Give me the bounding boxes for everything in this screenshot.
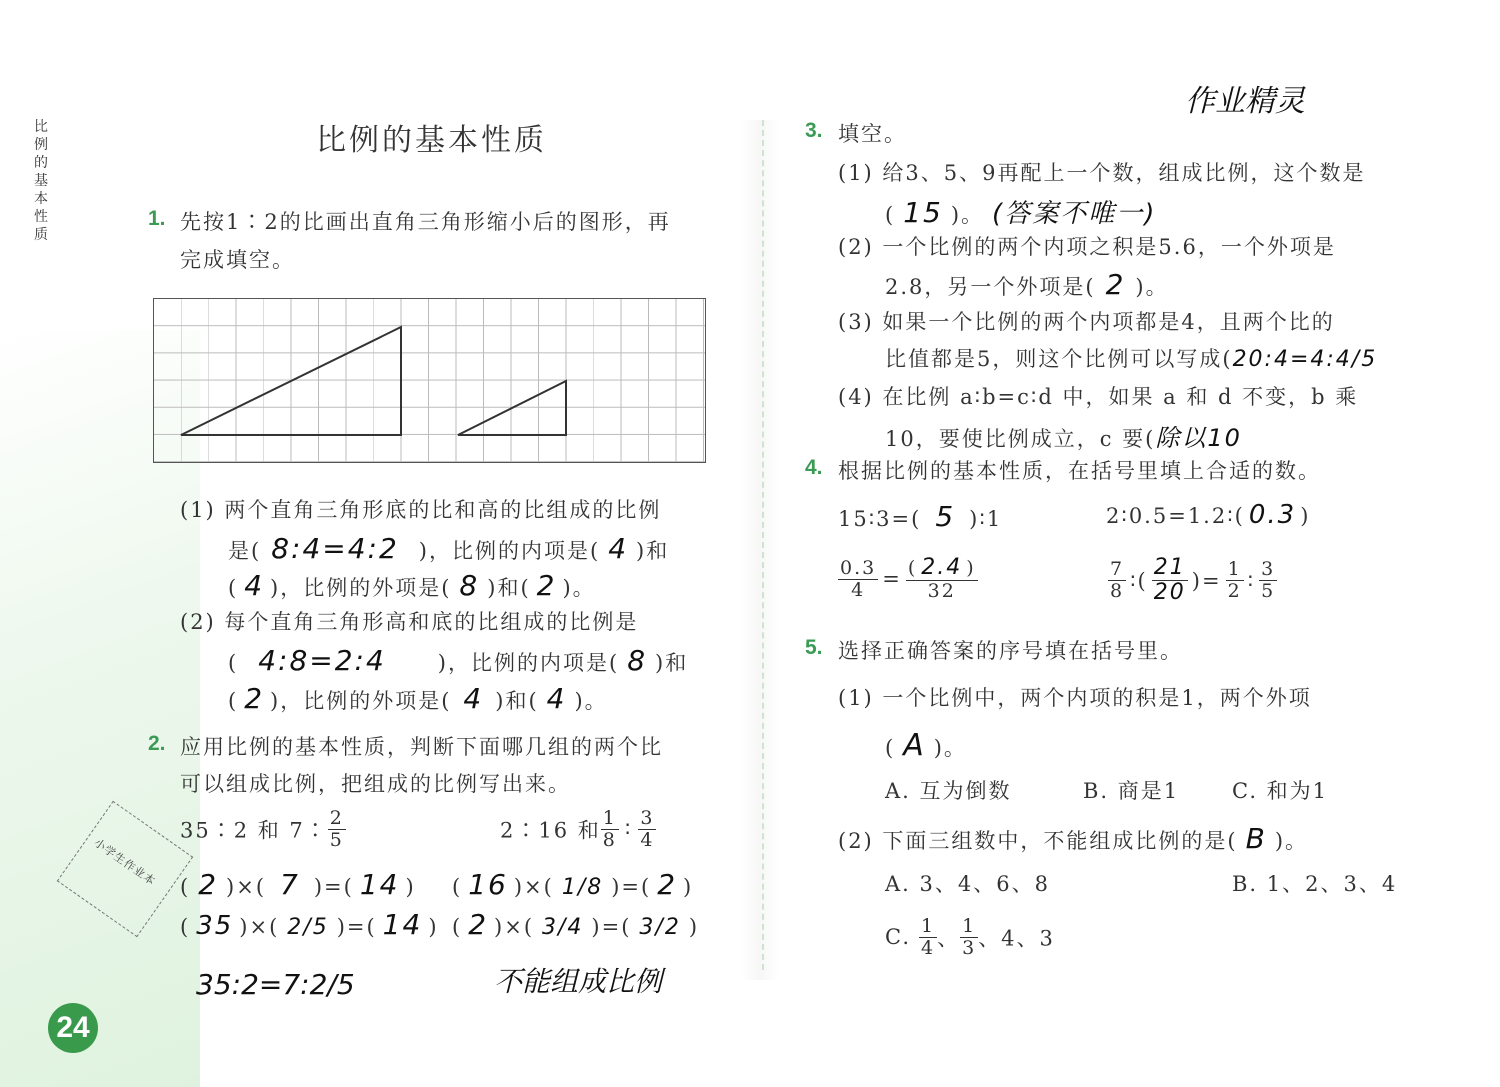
q5-s2-opt-b: B. 1、2、3、4	[1232, 872, 1398, 896]
q2-a-row1: ( 2 )×( 7 )=( 14 )	[180, 868, 416, 901]
q1-p1-line2: 是( 8:4=4:2 )，比例的内项是( 4 )和	[228, 532, 670, 565]
q1-line2: 完成填空。	[180, 248, 295, 272]
q1-number: 1.	[148, 207, 166, 230]
q2-b-answer: 不能组成比例	[494, 965, 663, 998]
q5-s1-line1: (1) 一个比例中，两个内项的积是1，两个外项	[838, 686, 1312, 710]
column-divider	[762, 120, 764, 970]
q5-number: 5.	[805, 636, 823, 659]
q3-s1-line2: ( 15 )。 (答案不唯一)	[885, 196, 1157, 229]
q5-s2-opt-a: A. 3、4、6、8	[885, 872, 1050, 896]
page-fold	[740, 120, 780, 980]
q1-p2-line1: (2) 每个直角三角形高和底的比组成的比例是	[180, 610, 639, 634]
q4-eq2: 2∶0.5=1.2∶( 0.3 )	[1106, 500, 1311, 530]
q2-group-b: 2∶16 和 $\frac{1}{8}$ ∶ $\frac{3}{4}$	[500, 807, 655, 851]
q3-s3-line1: (3) 如果一个比例的两个内项都是4，且两个比的	[838, 310, 1335, 334]
q3-s2-line2: 2.8，另一个外项是( 2 )。	[885, 268, 1169, 301]
q1-p1-line3: ( 4 )，比例的外项是( 8 )和( 2 )。	[228, 569, 596, 602]
q5-head: 选择正确答案的序号填在括号里。	[838, 639, 1183, 663]
side-chapter-label: 比例的基本性质	[34, 119, 48, 243]
q4-eq1: 15∶3=( 5 )∶1	[838, 500, 1003, 533]
q2-group-a: 35∶2 和 7∶ $\frac{2}{5}$	[180, 807, 344, 851]
answer: 8:4=4:2	[271, 532, 399, 565]
q5-s2-line1: (2) 下面三组数中，不能组成比例的是( B )。	[838, 822, 1309, 855]
handwritten-header: 作业精灵	[1185, 84, 1305, 119]
q4-eq3: $\frac{0.3}{4}$ = $\frac{( 2.4 )}{32}$	[840, 555, 976, 603]
q2-b-row1: ( 16 )×( 1/8 )=( 2 )	[452, 868, 694, 901]
q4-number: 4.	[805, 456, 823, 479]
q5-s2-opt-c: C. $\frac{1}{4}$ 、 $\frac{1}{3}$ 、4、3	[885, 915, 1055, 959]
q5-s1-opt-a: A. 互为倒数	[885, 779, 1012, 803]
q2-line1: 应用比例的基本性质，判断下面哪几组的两个比	[180, 735, 663, 759]
q3-s2-line1: (2) 一个比例的两个内项之积是5.6，一个外项是	[838, 235, 1336, 259]
page-number: 24	[48, 1003, 98, 1053]
decorative-stamp: 小学生作业本	[57, 801, 193, 937]
q4-head: 根据比例的基本性质，在括号里填上合适的数。	[838, 459, 1321, 483]
page-title: 比例的基本性质	[316, 123, 547, 158]
q5-s1-line2: ( A )。	[885, 728, 967, 763]
original-triangle	[181, 327, 401, 435]
q2-line2: 可以组成比例，把组成的比例写出来。	[180, 772, 571, 796]
q5-s1-opt-c: C. 和为1	[1232, 779, 1329, 803]
q1-p2-line2: ( 4:8=2:4 )，比例的内项是( 8 )和	[228, 644, 689, 677]
q3-head: 填空。	[838, 122, 907, 146]
triangle-drawing	[153, 298, 706, 463]
q2-a-row2: ( 35 )×( 2/5 )=( 14 )	[180, 908, 439, 941]
q1-p2-line3: ( 2 )，比例的外项是( 4 )和( 4 )。	[228, 682, 608, 715]
q4-eq4: $\frac{7}{8}$ ∶( $\frac{21}{20}$ )= $\frac{1}{2}$ ∶ $\frac{3}{5}$	[1110, 555, 1276, 606]
q3-s4-line1: (4) 在比例 a∶b=c∶d 中，如果 a 和 d 不变，b 乘	[838, 385, 1359, 409]
q3-s1-line1: (1) 给3、5、9再配上一个数，组成比例，这个数是	[838, 161, 1366, 185]
q3-s3-line2: 比值都是5，则这个比例可以写成(20:4=4:4/5	[885, 347, 1378, 372]
q3-s4-line2: 10，要使比例成立，c 要(除以10	[885, 424, 1242, 452]
q1-p1-line1: (1) 两个直角三角形底的比和高的比组成的比例	[180, 498, 662, 522]
q5-s1-opt-b: B. 商是1	[1083, 779, 1180, 803]
q2-a-answer: 35:2=7:2/5	[196, 968, 355, 1001]
q2-number: 2.	[148, 732, 166, 755]
q2-b-row2: ( 2 )×( 3/4 )=( 3/2 )	[452, 908, 700, 941]
reduced-triangle	[458, 381, 566, 435]
q1-line1: 先按1∶2的比画出直角三角形缩小后的图形，再	[180, 210, 671, 234]
q3-number: 3.	[805, 119, 823, 142]
